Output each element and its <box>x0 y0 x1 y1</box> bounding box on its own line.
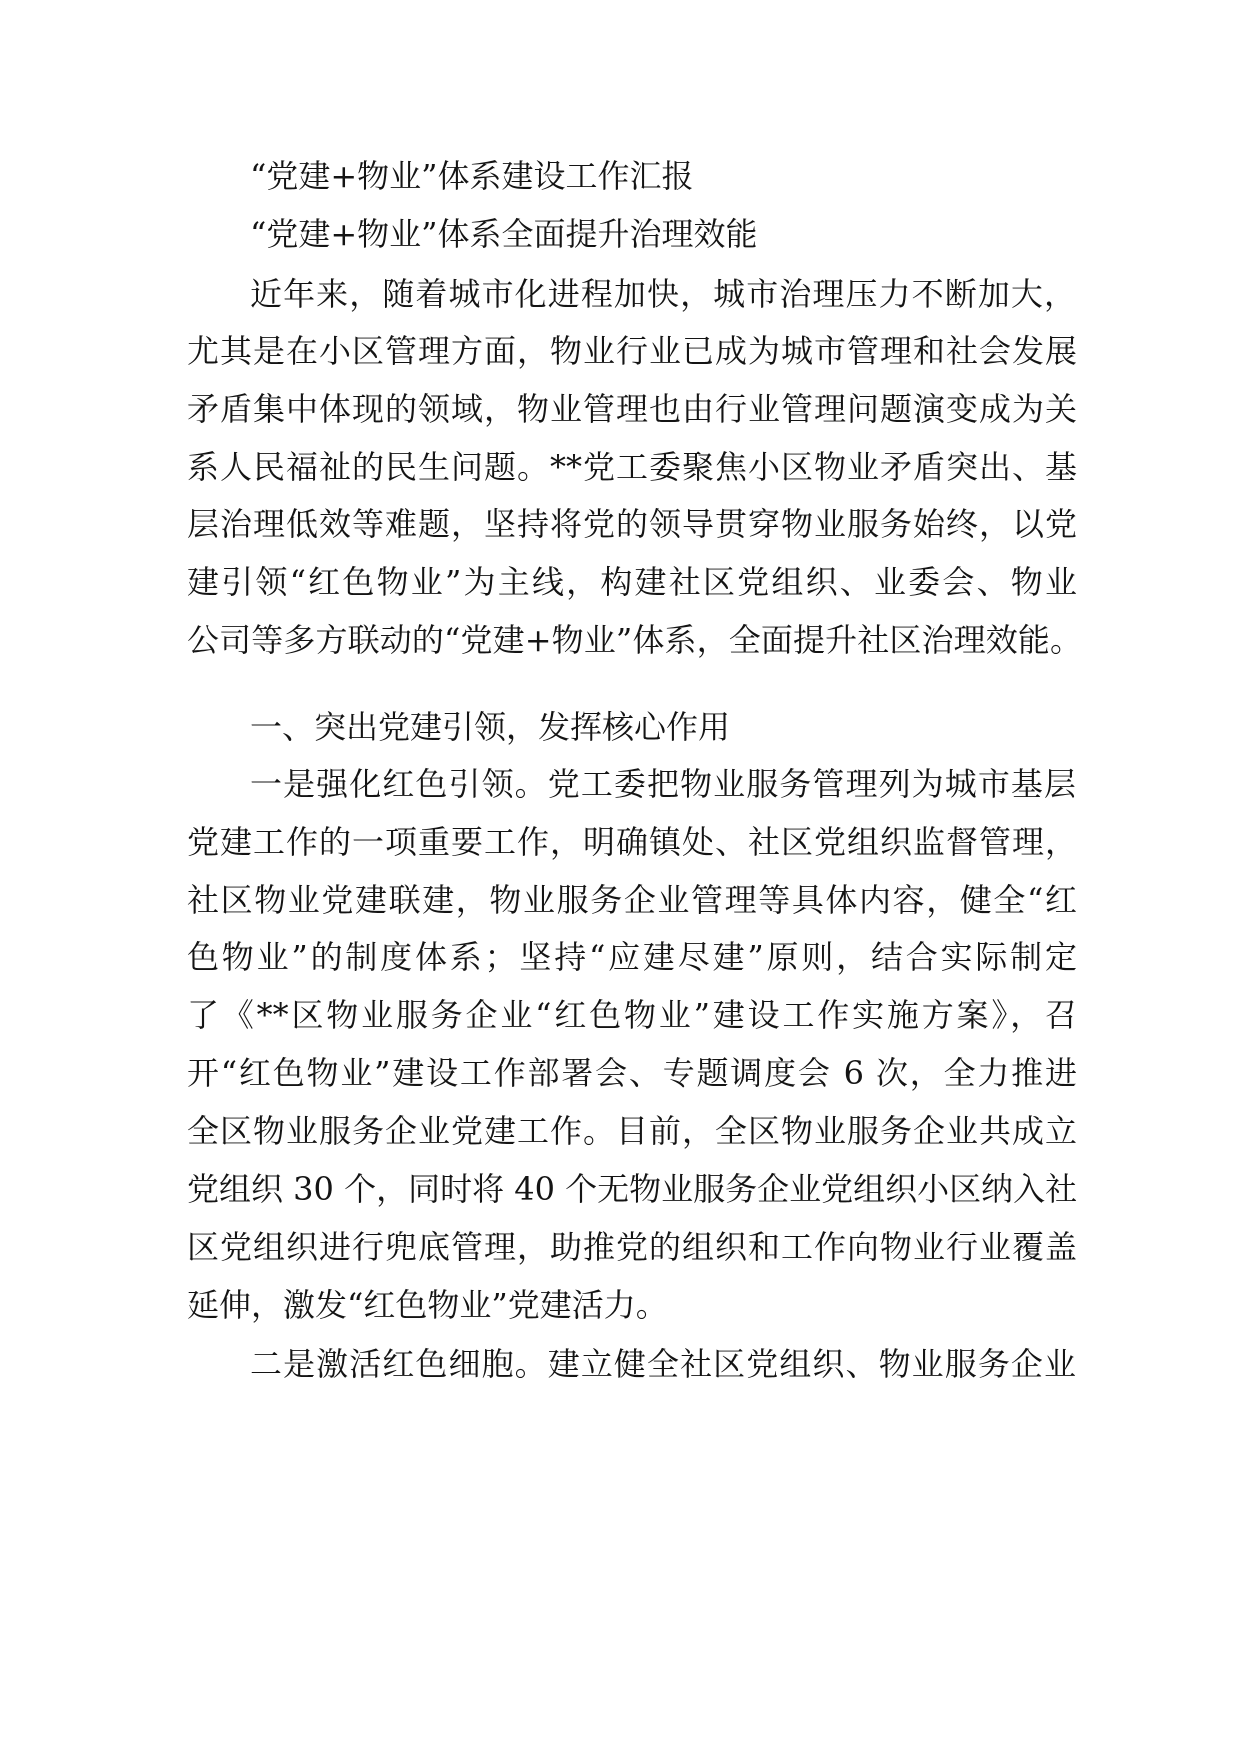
section-1-heading: 一、突出党建引领，发挥核心作用 <box>250 708 731 746</box>
intro-line-1: 近年来，随着城市化进程加快，城市治理压力不断加大， <box>250 275 1076 313</box>
point-1-line-1: 一是强化红色引领。党工委把物业服务管理列为城市基层 <box>250 765 1076 803</box>
point-2-line-1: 二是激活红色细胞。建立健全社区党组织、物业服务企业 <box>250 1345 1076 1383</box>
point-1-line-10: 延伸，激发“红色物业”党建活力。 <box>187 1286 668 1324</box>
intro-line-2: 尤其是在小区管理方面，物业行业已成为城市管理和社会发展 <box>187 332 1077 370</box>
document-subtitle: “党建+物业”体系全面提升治理效能 <box>250 215 758 253</box>
point-1-line-2: 党建工作的一项重要工作，明确镇处、社区党组织监督管理， <box>187 823 1077 861</box>
point-1-line-8: 党组织 30 个，同时将 40 个无物业服务企业党组织小区纳入社 <box>187 1170 1078 1208</box>
point-1-line-7: 全区物业服务企业党建工作。目前，全区物业服务企业共成立 <box>187 1112 1077 1150</box>
intro-line-3: 矛盾集中体现的领域，物业管理也由行业管理问题演变成为关 <box>187 390 1077 428</box>
document-title: “党建+物业”体系建设工作汇报 <box>250 157 694 195</box>
intro-line-6: 建引领“红色物业”为主线，构建社区党组织、业委会、物业 <box>187 563 1077 601</box>
point-1-line-3: 社区物业党建联建，物业服务企业管理等具体内容，健全“红 <box>187 881 1077 919</box>
intro-line-4: 系人民福祉的民生问题。**党工委聚焦小区物业矛盾突出、基 <box>187 448 1077 486</box>
point-1-line-9: 区党组织进行兜底管理，助推党的组织和工作向物业行业覆盖 <box>187 1228 1077 1266</box>
point-1-line-5: 了《**区物业服务企业“红色物业”建设工作实施方案》，召 <box>187 996 1077 1034</box>
point-1-line-6: 开“红色物业”建设工作部署会、专题调度会 6 次，全力推进 <box>187 1054 1077 1092</box>
intro-line-5: 层治理低效等难题，坚持将党的领导贯穿物业服务始终，以党 <box>187 505 1077 543</box>
point-1-line-4: 色物业”的制度体系；坚持“应建尽建”原则，结合实际制定 <box>187 938 1077 976</box>
intro-line-7: 公司等多方联动的“党建+物业”体系，全面提升社区治理效能。 <box>187 621 1082 659</box>
